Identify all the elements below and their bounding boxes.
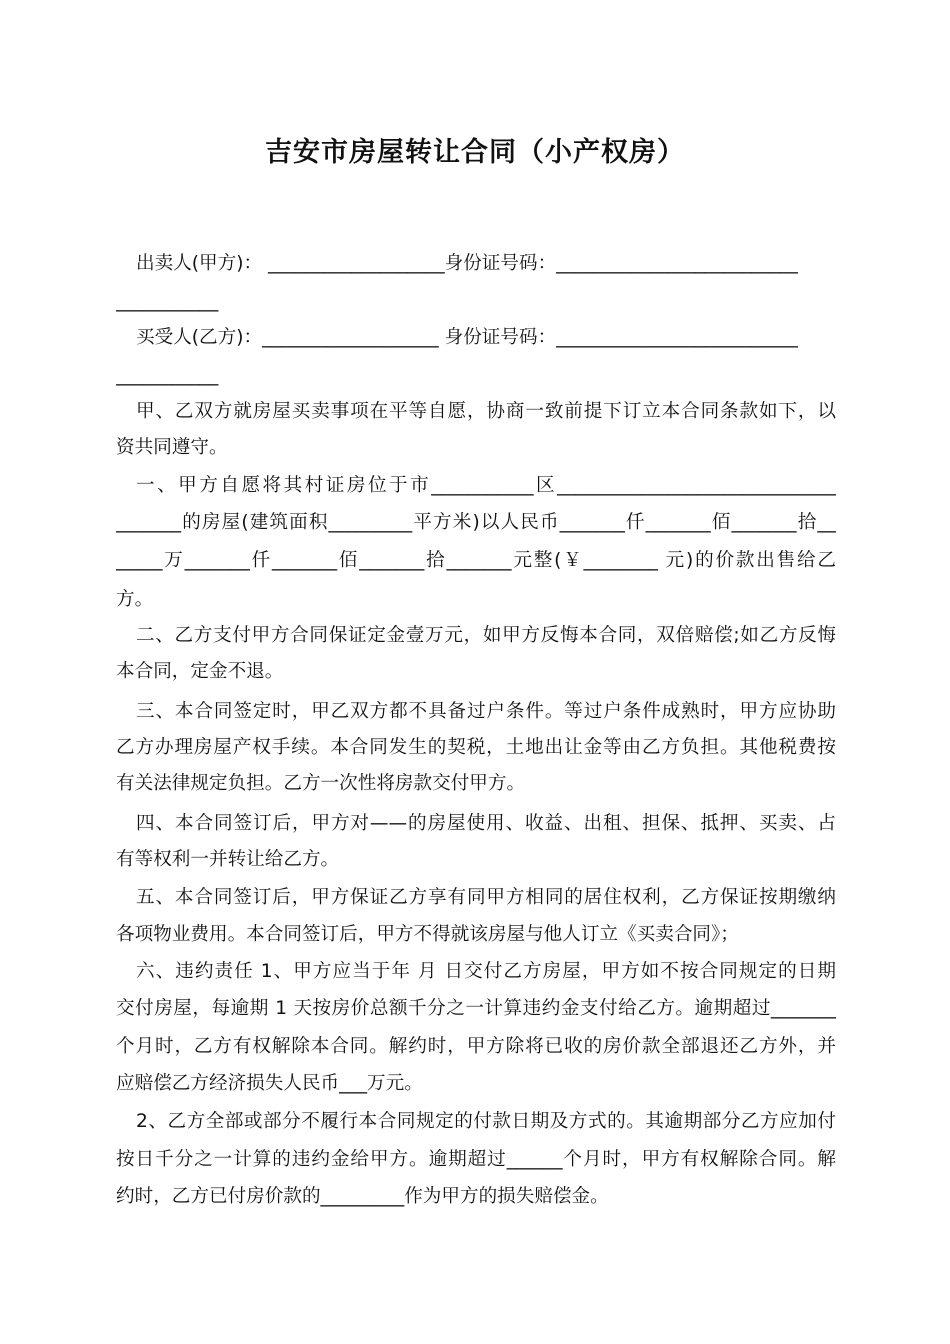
clause-6-2-line: 2、乙方全部或部分不履行本合同规定的付款日期及方式的。其逾期部分乙方应加付 bbox=[136, 1111, 836, 1132]
clause-6-line: 交付房屋，每逾期 1 天按房价总额千分之一计算违约金支付给乙方。逾期超过_______ bbox=[116, 998, 836, 1019]
clause-3-line: 三、本合同签定时，甲乙双方都不具备过户条件。等过户条件成熟时，甲方应协助 bbox=[136, 701, 836, 722]
buyer-line-cont: ___________ bbox=[116, 365, 219, 386]
preamble-line: 甲、乙双方就房屋买卖事项在平等自愿，协商一致前提下订立本合同条款如下，以 bbox=[136, 401, 836, 422]
document-title: 吉安市房屋转让合同（小产权房） bbox=[265, 137, 685, 168]
clause-1-line: 方。 bbox=[116, 589, 154, 610]
clause-1-line: _____万_______仟_______佰_______拾_______元整(￥________ 元)的价款出售给乙 bbox=[116, 550, 836, 571]
clause-6-2-line: 按日千分之一计算的违约金给甲方。逾期超过______个月时，甲方有权解除合同。解 bbox=[116, 1149, 836, 1170]
clause-6-line: 六、违约责任 1、甲方应当于年 月 日交付乙方房屋，甲方如不按合同规定的日期 bbox=[136, 961, 836, 982]
clause-6-2-line: 约时，乙方已付房价款的_________作为甲方的损失赔偿金。 bbox=[116, 1186, 609, 1207]
clause-6-line: 个月时，乙方有权解除本合同。解约时，甲方除将已收的房价款全部退还乙方外，并 bbox=[116, 1036, 836, 1057]
buyer-line: 买受人(乙方)：___________________ 身份证号码：__________________________ bbox=[136, 327, 798, 348]
clause-2-line: 二、乙方支付甲方合同保证定金壹万元，如甲方反悔本合同，双倍赔偿;如乙方反悔 bbox=[136, 625, 836, 646]
clause-6-line: 应赔偿乙方经济损失人民币___万元。 bbox=[116, 1073, 423, 1094]
clause-2-line: 本合同，定金不退。 bbox=[116, 661, 284, 682]
clause-1-line: _______的房屋(建筑面积_________平方米)以人民币_______仟_______佰_______拾__ bbox=[116, 512, 836, 533]
preamble-line: 资共同遵守。 bbox=[116, 437, 228, 458]
seller-line: 出卖人(甲方)： ___________________身份证号码：__________________________ bbox=[136, 253, 798, 274]
clause-4-line: 四、本合同签订后，甲方对——的房屋使用、收益、出租、担保、抵押、买卖、占 bbox=[136, 813, 836, 834]
clause-4-line: 有等权利一并转让给乙方。 bbox=[116, 849, 340, 870]
clause-5-line: 五、本合同签订后，甲方保证乙方享有同甲方相同的居住权利，乙方保证按期缴纳 bbox=[136, 887, 836, 908]
clause-5-line: 各项物业费用。本合同签订后，甲方不得就该房屋与他人订立《买卖合同》； bbox=[116, 924, 739, 945]
clause-3-line: 乙方办理房屋产权手续。本合同发生的契税，土地出让金等由乙方负担。其他税费按 bbox=[116, 737, 836, 758]
clause-1-line: 一、甲方自愿将其村证房位于市___________区______________________________ bbox=[136, 475, 836, 496]
clause-3-line: 有关法律规定负担。乙方一次性将房款交付甲方。 bbox=[116, 773, 526, 794]
seller-line-cont: ___________ bbox=[116, 291, 219, 312]
